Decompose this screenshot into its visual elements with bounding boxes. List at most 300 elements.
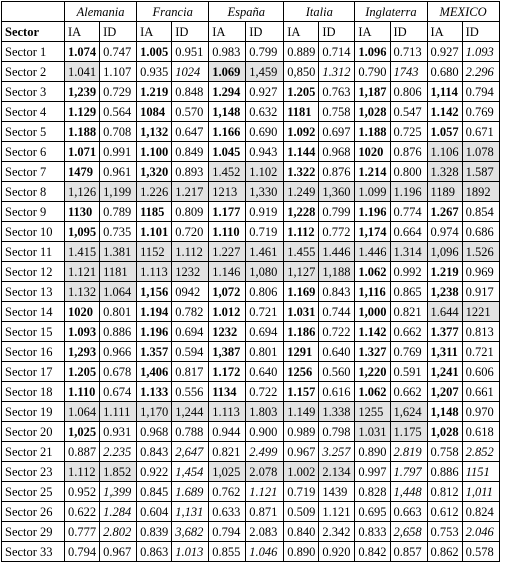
id-value-cell: 1.312 — [319, 62, 355, 82]
id-value-cell: 1.078 — [462, 142, 499, 162]
country-header: Francia — [137, 2, 209, 22]
id-value-cell: 0.801 — [246, 342, 284, 362]
table-row — [2, 422, 500, 442]
id-value-cell: 0.927 — [246, 82, 284, 102]
table-header — [2, 2, 500, 42]
ia-value-cell: 1.144 — [284, 142, 319, 162]
sector-label: Sector 29 — [2, 522, 65, 542]
id-value-cell: 1,199 — [100, 182, 137, 202]
id-value-cell: 0.774 — [390, 202, 427, 222]
ia-value-cell: 1.041 — [65, 62, 100, 82]
ia-value-cell: 1.166 — [209, 122, 246, 142]
sector-label: Sector 25 — [2, 482, 65, 502]
table-row — [2, 322, 500, 342]
country-header: Italia — [284, 2, 355, 22]
ia-value-cell: 1232 — [209, 322, 246, 342]
id-value-cell: 0.968 — [319, 142, 355, 162]
id-value-cell: 1,330 — [246, 182, 284, 202]
id-value-cell: 3.257 — [319, 442, 355, 462]
ia-value-cell: 1.074 — [65, 42, 100, 62]
ia-value-cell: 1152 — [137, 242, 172, 262]
id-value-cell: 0.931 — [100, 422, 137, 442]
id-value-cell: 0.966 — [100, 342, 137, 362]
id-value-cell: 0.578 — [462, 542, 499, 562]
country-header: Alemania — [65, 2, 137, 22]
id-value-cell: 1.013 — [172, 542, 209, 562]
id-value-cell: 0.664 — [390, 222, 427, 242]
ia-value-cell: 1.096 — [355, 42, 390, 62]
ia-value-cell: 1.214 — [355, 162, 390, 182]
id-value-cell: 1151 — [462, 462, 499, 482]
id-value-cell: 1.046 — [246, 542, 284, 562]
ia-value-cell: 1.099 — [355, 182, 390, 202]
id-value-cell: 0.647 — [172, 122, 209, 142]
ia-value-cell: 1.132 — [65, 282, 100, 302]
id-value-cell: 0.813 — [462, 322, 499, 342]
id-value-cell: 1221 — [462, 302, 499, 322]
ia-value-cell: 0.890 — [284, 542, 319, 562]
id-value-cell: 0.618 — [462, 422, 499, 442]
id-value-cell: 1024 — [172, 62, 209, 82]
id-value-cell: 3,682 — [172, 522, 209, 542]
sector-label: Sector 5 — [2, 122, 65, 142]
ia-value-cell: 0.952 — [65, 482, 100, 502]
ia-value-cell: 0.622 — [65, 502, 100, 522]
id-value-cell: 2.819 — [390, 442, 427, 462]
id-value-cell: 0.919 — [246, 202, 284, 222]
ia-value-cell: 1.110 — [65, 382, 100, 402]
sector-label: Sector 10 — [2, 222, 65, 242]
id-value-cell: 0.970 — [462, 402, 499, 422]
table-row — [2, 82, 500, 102]
id-value-cell: 0.788 — [172, 422, 209, 442]
table-row — [2, 202, 500, 222]
id-value-cell: 0.708 — [100, 122, 137, 142]
ia-value-cell: 1134 — [209, 382, 246, 402]
sector-label: Sector 33 — [2, 542, 65, 562]
ia-value-cell: 1.012 — [209, 302, 246, 322]
ia-value-cell: 0,850 — [284, 62, 319, 82]
ia-value-cell: 0.845 — [137, 482, 172, 502]
id-value-cell: 0.893 — [172, 162, 209, 182]
table-row — [2, 242, 500, 262]
id-value-cell: 2.134 — [319, 462, 355, 482]
id-value-cell: 0.663 — [390, 502, 427, 522]
ia-value-cell: 1.142 — [427, 102, 462, 122]
id-value-cell: 1.121 — [246, 482, 284, 502]
id-column-header: ID — [246, 22, 284, 42]
id-value-cell: 0.824 — [462, 502, 499, 522]
ia-value-cell: 1,028 — [427, 422, 462, 442]
ia-value-cell: 1213 — [209, 182, 246, 202]
sector-label: Sector 4 — [2, 102, 65, 122]
ia-value-cell: 1.045 — [209, 142, 246, 162]
id-value-cell: 0.920 — [319, 542, 355, 562]
ia-value-cell: 1.455 — [284, 242, 319, 262]
id-value-cell: 1.217 — [172, 182, 209, 202]
id-value-cell: 2,658 — [390, 522, 427, 542]
ia-value-cell: 0.974 — [427, 222, 462, 242]
ia-value-cell: 1.002 — [284, 462, 319, 482]
ia-value-cell: 1.226 — [137, 182, 172, 202]
ia-value-cell: 1,220 — [355, 362, 390, 382]
id-value-cell: 2.046 — [462, 522, 499, 542]
ia-column-header: IA — [284, 22, 319, 42]
ia-value-cell: 1,028 — [355, 102, 390, 122]
table-row — [2, 342, 500, 362]
ia-value-cell: 0.889 — [284, 42, 319, 62]
ia-value-cell: 1.219 — [427, 262, 462, 282]
id-value-cell: 0.678 — [100, 362, 137, 382]
ia-value-cell: 1,025 — [65, 422, 100, 442]
id-value-cell: 0.794 — [462, 82, 499, 102]
ia-value-cell: 1,095 — [65, 222, 100, 242]
ia-value-cell: 0.762 — [209, 482, 246, 502]
id-value-cell: 0.854 — [462, 202, 499, 222]
ia-value-cell: 0.968 — [137, 422, 172, 442]
ia-value-cell: 1.146 — [209, 262, 246, 282]
id-value-cell: 0.848 — [172, 82, 209, 102]
id-value-cell: 1,011 — [462, 482, 499, 502]
id-column-header: ID — [319, 22, 355, 42]
sector-label: Sector 20 — [2, 422, 65, 442]
indices-table — [1, 1, 500, 562]
id-value-cell: 2,647 — [172, 442, 209, 462]
id-value-cell: 0.782 — [172, 302, 209, 322]
id-value-cell: 0.697 — [319, 122, 355, 142]
ia-value-cell: 1,072 — [209, 282, 246, 302]
ia-value-cell: 0.862 — [427, 542, 462, 562]
table-row — [2, 402, 500, 422]
id-value-cell: 1743 — [390, 62, 427, 82]
id-value-cell: 0.674 — [100, 382, 137, 402]
id-value-cell: 1,448 — [390, 482, 427, 502]
id-value-cell: 0942 — [172, 282, 209, 302]
ia-column-header: IA — [209, 22, 246, 42]
id-value-cell: 1.284 — [100, 502, 137, 522]
id-value-cell: 0.640 — [319, 342, 355, 362]
ia-value-cell: 1,311 — [427, 342, 462, 362]
corner-cell — [2, 2, 65, 22]
id-value-cell: 0.721 — [246, 302, 284, 322]
ia-value-cell: 0.812 — [427, 482, 462, 502]
table-row — [2, 162, 500, 182]
id-value-cell: 0.661 — [462, 382, 499, 402]
id-value-cell: 1,360 — [319, 182, 355, 202]
id-value-cell: 2.083 — [246, 522, 284, 542]
id-value-cell: 0.744 — [319, 302, 355, 322]
id-value-cell: 0.713 — [390, 42, 427, 62]
ia-value-cell: 0.758 — [427, 442, 462, 462]
id-value-cell: 0.917 — [462, 282, 499, 302]
ia-value-cell: 1.100 — [137, 142, 172, 162]
ia-value-cell: 1.110 — [209, 222, 246, 242]
id-value-cell: 0.714 — [319, 42, 355, 62]
id-value-cell: 1.689 — [172, 482, 209, 502]
id-value-cell: 0.591 — [390, 362, 427, 382]
sector-label: Sector 12 — [2, 262, 65, 282]
ia-value-cell: 0.944 — [209, 422, 246, 442]
ia-value-cell: 0.509 — [284, 502, 319, 522]
country-header: España — [209, 2, 284, 22]
table-row — [2, 362, 500, 382]
id-value-cell: 2.078 — [246, 462, 284, 482]
id-value-cell: 0.951 — [172, 42, 209, 62]
table-row — [2, 522, 500, 542]
ia-value-cell: 0.612 — [427, 502, 462, 522]
id-value-cell: 0.719 — [246, 222, 284, 242]
ia-value-cell: 1,132 — [137, 122, 172, 142]
ia-column-header: IA — [427, 22, 462, 42]
id-value-cell: 0.806 — [246, 282, 284, 302]
id-value-cell: 1,131 — [172, 502, 209, 522]
sector-label: Sector 17 — [2, 362, 65, 382]
ia-value-cell: 1.069 — [209, 62, 246, 82]
id-value-cell: 2.235 — [100, 442, 137, 462]
sector-label: Sector 1 — [2, 42, 65, 62]
ia-value-cell: 1256 — [284, 362, 319, 382]
sector-label: Sector 14 — [2, 302, 65, 322]
id-value-cell: 0.865 — [390, 282, 427, 302]
id-value-cell: 0.857 — [390, 542, 427, 562]
sector-label: Sector 7 — [2, 162, 65, 182]
ia-value-cell: 1.106 — [427, 142, 462, 162]
ia-value-cell: 0.927 — [427, 42, 462, 62]
ia-value-cell: 1.357 — [137, 342, 172, 362]
subheader-row — [2, 22, 500, 42]
ia-value-cell: 1.377 — [427, 322, 462, 342]
id-value-cell: 0.662 — [390, 382, 427, 402]
id-value-cell: 1892 — [462, 182, 499, 202]
ia-value-cell: 1084 — [137, 102, 172, 122]
ia-value-cell: 1,238 — [427, 282, 462, 302]
id-value-cell: 0.662 — [390, 322, 427, 342]
sector-label: Sector 18 — [2, 382, 65, 402]
ia-value-cell: 1,148 — [427, 402, 462, 422]
id-value-cell: 0.886 — [100, 322, 137, 342]
ia-value-cell: 1.005 — [137, 42, 172, 62]
ia-value-cell: 0.719 — [284, 482, 319, 502]
ia-value-cell: 1,207 — [427, 382, 462, 402]
ia-value-cell: 0.777 — [65, 522, 100, 542]
ia-value-cell: 1.142 — [355, 322, 390, 342]
ia-value-cell: 1.644 — [427, 302, 462, 322]
sector-label: Sector 23 — [2, 462, 65, 482]
ia-value-cell: 1.057 — [427, 122, 462, 142]
ia-value-cell: 1,239 — [65, 82, 100, 102]
id-value-cell: 0.799 — [319, 202, 355, 222]
id-value-cell: 0.694 — [246, 322, 284, 342]
id-value-cell: 0.729 — [100, 82, 137, 102]
ia-value-cell: 0.843 — [137, 442, 172, 462]
country-header: Inglaterra — [355, 2, 427, 22]
ia-value-cell: 0.935 — [137, 62, 172, 82]
id-value-cell: 0.686 — [462, 222, 499, 242]
ia-value-cell: 0.989 — [284, 422, 319, 442]
id-value-cell: 0.821 — [390, 302, 427, 322]
ia-value-cell: 1.113 — [137, 262, 172, 282]
ia-column-header: IA — [355, 22, 390, 42]
ia-value-cell: 1.186 — [284, 322, 319, 342]
ia-value-cell: 1.188 — [65, 122, 100, 142]
id-value-cell: 1.852 — [100, 462, 137, 482]
id-value-cell: 0.640 — [246, 362, 284, 382]
id-value-cell: 0.560 — [319, 362, 355, 382]
id-value-cell: 0.722 — [319, 322, 355, 342]
ia-value-cell: 1.062 — [355, 262, 390, 282]
id-value-cell: 0.694 — [172, 322, 209, 342]
id-value-cell: 1.107 — [100, 62, 137, 82]
sector-label: Sector 15 — [2, 322, 65, 342]
sector-label: Sector 16 — [2, 342, 65, 362]
id-value-cell: 1,244 — [172, 402, 209, 422]
ia-value-cell: 1189 — [427, 182, 462, 202]
id-value-cell: 1.803 — [246, 402, 284, 422]
id-value-cell: 0.671 — [462, 122, 499, 142]
id-value-cell: 0.799 — [246, 42, 284, 62]
id-value-cell: 0.849 — [172, 142, 209, 162]
ia-value-cell: 1.121 — [65, 262, 100, 282]
table-row — [2, 222, 500, 242]
ia-value-cell: 0.839 — [137, 522, 172, 542]
id-value-cell: 1,080 — [246, 262, 284, 282]
id-value-cell: 0.616 — [319, 382, 355, 402]
table-row — [2, 442, 500, 462]
id-value-cell: 0.961 — [100, 162, 137, 182]
id-value-cell: 1.587 — [462, 162, 499, 182]
id-value-cell: 0.632 — [246, 102, 284, 122]
id-value-cell: 1.175 — [390, 422, 427, 442]
ia-value-cell: 1181 — [284, 102, 319, 122]
ia-value-cell: 0.842 — [355, 542, 390, 562]
id-value-cell: 0.606 — [462, 362, 499, 382]
id-value-cell: 2.499 — [246, 442, 284, 462]
ia-value-cell: 0.997 — [355, 462, 390, 482]
ia-value-cell: 0.695 — [355, 502, 390, 522]
ia-value-cell: 0.890 — [355, 442, 390, 462]
ia-value-cell: 1,127 — [284, 262, 319, 282]
table-row — [2, 122, 500, 142]
ia-value-cell: 0.967 — [284, 442, 319, 462]
ia-value-cell: 1.322 — [284, 162, 319, 182]
id-value-cell: 0.758 — [319, 102, 355, 122]
table-row — [2, 382, 500, 402]
table-row — [2, 482, 500, 502]
ia-value-cell: 1,241 — [427, 362, 462, 382]
ia-value-cell: 1479 — [65, 162, 100, 182]
ia-value-cell: 1.112 — [284, 222, 319, 242]
id-column-header: ID — [172, 22, 209, 42]
ia-value-cell: 1,170 — [137, 402, 172, 422]
ia-value-cell: 1.327 — [355, 342, 390, 362]
id-value-cell: 0.798 — [319, 422, 355, 442]
ia-value-cell: 0.855 — [209, 542, 246, 562]
sector-label: Sector 6 — [2, 142, 65, 162]
id-value-cell: 0.843 — [319, 282, 355, 302]
ia-value-cell: 1130 — [65, 202, 100, 222]
ia-value-cell: 1.249 — [284, 182, 319, 202]
id-value-cell: 0.809 — [172, 202, 209, 222]
id-value-cell: 1.102 — [246, 162, 284, 182]
ia-value-cell: 1.205 — [65, 362, 100, 382]
id-value-cell: 1.446 — [319, 242, 355, 262]
table-row — [2, 182, 500, 202]
id-value-cell: 1.797 — [390, 462, 427, 482]
id-value-cell: 0.725 — [390, 122, 427, 142]
ia-value-cell: 1.092 — [284, 122, 319, 142]
id-value-cell: 2.852 — [462, 442, 499, 462]
id-value-cell: 0.564 — [100, 102, 137, 122]
sector-label: Sector 19 — [2, 402, 65, 422]
ia-value-cell: 1,406 — [137, 362, 172, 382]
ia-value-cell: 1,320 — [137, 162, 172, 182]
ia-value-cell: 1.294 — [209, 82, 246, 102]
ia-value-cell: 1,148 — [209, 102, 246, 122]
ia-value-cell: 1.177 — [209, 202, 246, 222]
ia-value-cell: 1.062 — [355, 382, 390, 402]
id-value-cell: 2.296 — [462, 62, 499, 82]
id-value-cell: 1,188 — [319, 262, 355, 282]
country-header-row — [2, 2, 500, 22]
id-value-cell: 0.806 — [390, 82, 427, 102]
ia-value-cell: 0.886 — [427, 462, 462, 482]
ia-value-cell: 1.157 — [284, 382, 319, 402]
ia-value-cell: 1.219 — [137, 82, 172, 102]
id-value-cell: 1.461 — [246, 242, 284, 262]
id-value-cell: 0.769 — [390, 342, 427, 362]
id-value-cell: 0.991 — [100, 142, 137, 162]
id-value-cell: 0.720 — [172, 222, 209, 242]
id-value-cell: 1439 — [319, 482, 355, 502]
ia-value-cell: 1.112 — [65, 462, 100, 482]
ia-value-cell: 1,025 — [209, 462, 246, 482]
ia-value-cell: 1,187 — [355, 82, 390, 102]
sector-label: Sector 8 — [2, 182, 65, 202]
ia-value-cell: 0.833 — [355, 522, 390, 542]
ia-value-cell: 1.196 — [137, 322, 172, 342]
table-row — [2, 282, 500, 302]
ia-value-cell: 0.922 — [137, 462, 172, 482]
ia-value-cell: 1.328 — [427, 162, 462, 182]
id-value-cell: 1.381 — [100, 242, 137, 262]
ia-value-cell: 0.887 — [65, 442, 100, 462]
table-row — [2, 62, 500, 82]
id-value-cell: 1.112 — [172, 242, 209, 262]
id-value-cell: 1.526 — [462, 242, 499, 262]
ia-value-cell: 0.983 — [209, 42, 246, 62]
ia-value-cell: 0.790 — [355, 62, 390, 82]
ia-value-cell: 1.169 — [284, 282, 319, 302]
sector-label: Sector 2 — [2, 62, 65, 82]
id-value-cell: 1232 — [172, 262, 209, 282]
id-value-cell: 0.721 — [462, 342, 499, 362]
ia-value-cell: 1.093 — [65, 322, 100, 342]
id-value-cell: 0.547 — [390, 102, 427, 122]
id-value-cell: 0.769 — [462, 102, 499, 122]
ia-value-cell: 0.828 — [355, 482, 390, 502]
id-value-cell: 0.876 — [390, 142, 427, 162]
ia-value-cell: 0.840 — [284, 522, 319, 542]
indices-table-container — [1, 1, 500, 562]
ia-value-cell: 0.633 — [209, 502, 246, 522]
id-value-cell: 0.992 — [390, 262, 427, 282]
ia-value-cell: 1,293 — [65, 342, 100, 362]
sector-label: Sector 11 — [2, 242, 65, 262]
id-column-header: ID — [462, 22, 499, 42]
ia-value-cell: 1.194 — [137, 302, 172, 322]
table-row — [2, 302, 500, 322]
ia-value-cell: 1.205 — [284, 82, 319, 102]
